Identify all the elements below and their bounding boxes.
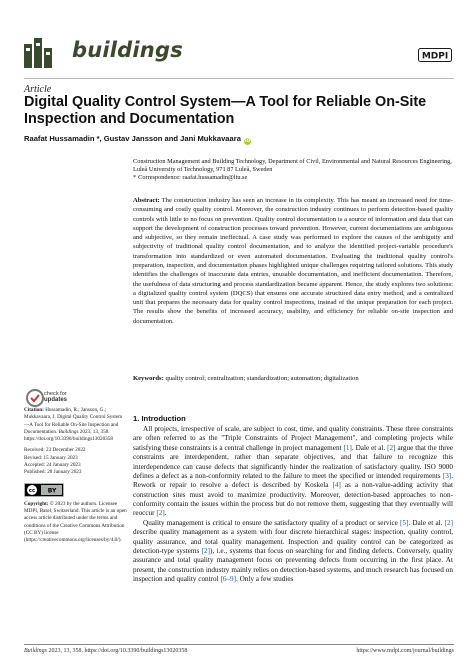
correspondence: * Correspondence: raafat.hussamadin@ltu.se: [133, 174, 248, 182]
footer-citation[interactable]: 2023, 13, 358. https://doi.org/10.3390/buildings13020358: [48, 648, 188, 654]
svg-text:BY: BY: [47, 487, 57, 495]
reference-link[interactable]: [1]: [343, 443, 352, 452]
body-text-run: argue that the three constraints are interdependent, rather than separate objectives, and that failure to recognize this interdependence can cause defects that significantly hinder the realization of satisfactory quality. ISO 9000 defines a defect as a non-conformity related to the failure to meet the specified or intended requirements: [133, 443, 453, 480]
section-heading-introduction: 1. Introduction: [133, 414, 186, 423]
introduction-body: [133, 425, 453, 584]
reference-link[interactable]: [2]: [444, 518, 453, 527]
header-divider: [24, 78, 454, 79]
footer-journal: Buildings: [24, 648, 48, 654]
author-names: Raafat Hussamadin *, Gustav Jansson and Jani Mukkavaara: [24, 134, 241, 143]
citation-block: Citation: Hussamadin, R.; Jansson, G.; Mukkavaara, J. Digital Quality Control System—A Tool for Reliable On-Site Inspection and Documentation. Buildings 2023, 13, 358. https://doi.org/10.3390/buildings13020358: [24, 407, 123, 443]
reference-link[interactable]: [6–9]: [220, 575, 237, 583]
orcid-icon[interactable]: iD: [244, 139, 251, 144]
dates-block: [24, 447, 127, 476]
journal-header: [24, 30, 452, 70]
keywords-label: Keywords:: [133, 375, 164, 382]
abstract-text: The construction industry has seen an increase in its complexity. This has meant an increased need for time-consuming and costly quality control. Moreover, the construction industry continues to perform detection-based quality controls with little to no focus on prevention. Quality control documentation is a source of information and data that can support the development of construction processes toward prevention. However, current documentations are ambiguous and subjective, so they remain ineffectual. A case study was performed to explore the causes of the ambiguity and subjectivity of traditional quality control documentation, and to analyze the identified project-variable procedure's transformation into standardized or even automated documentation. Evaluating the traditional quality control's preparation, inspection, and documentation phases highlighted unique challenges requiring tailored solutions. This study identifies the challenges of inaccurate data entries, unusable documentation, and inefficient documentation. Therefore, the usefulness of data structuring and process standardization became apparent. Hence, the study explores two solutions: a digitalized quality control system (DQCS) that ensures one accurate structured data entry method, and a centralized unit that prepares the necessary data for quality control inspections, instead of the unique preparation for each project. The results show the benefits of increased accuracy, usability, and efficiency for reliable on-site inspection and documentation.: [133, 197, 453, 325]
revised-date: Revised: 15 January 2023: [24, 454, 78, 461]
body-text-run: . Rework or repair to resolve a defect is described by Koskela: [133, 471, 453, 490]
body-text-run: . Dale et al.: [351, 443, 388, 452]
body-text-run: .: [164, 509, 167, 518]
reference-link[interactable]: [2]: [156, 509, 165, 518]
paragraph: [133, 425, 453, 519]
body-text-run: . Only a few studies: [236, 575, 294, 583]
reference-link[interactable]: [5]: [400, 518, 409, 527]
article-title: Digital Quality Control System—A Tool for Reliable On-Site Inspection and Documentation: [24, 94, 427, 127]
reference-link[interactable]: [3]: [442, 471, 452, 480]
check-for-updates[interactable]: check for updates: [44, 391, 68, 404]
cc-by-license-icon[interactable]: [24, 483, 64, 497]
published-date: Published: 28 January 2023: [24, 469, 82, 476]
accepted-date: Accepted: 24 January 2023: [24, 462, 81, 469]
footer-divider: [24, 644, 454, 645]
article-sidebar: [24, 407, 127, 548]
body-text-run: . Dale et al.: [408, 518, 445, 527]
affiliation-text: Construction Management and Building Technology, Department of Civil, Environmental and Natural Resources Engineering, Luleå University of Technology, 971 87 Luleå, Sweden: [133, 158, 452, 174]
received-date: Received: 23 December 2022: [24, 447, 86, 454]
svg-text:cc: cc: [28, 487, 36, 494]
body-text-run: as a non-value-adding activity that construction sites must avoid to maximize productivity. Moreover, detection-based approaches to non-conformity contain the issues within the process but do not remove them, suggesting that they eventually will reoccur: [133, 481, 453, 518]
svg-text:MDPI: MDPI: [421, 51, 449, 62]
author-list: [24, 134, 251, 145]
reference-link[interactable]: [2]: [201, 546, 211, 555]
abstract-label: Abstract:: [133, 197, 160, 204]
keywords: [133, 374, 453, 383]
footer-website[interactable]: https://www.mdpi.com/journal/buildings: [356, 648, 454, 654]
paragraph: [133, 519, 453, 585]
copyright-block: Copyright: © 2023 by the authors. Licensee MDPI, Basel, Switzerland. This article is an open access article distributed under the terms and conditions of the Creative Commons Attribution (CC BY) license (https://creativecommons.org/licenses/by/4.0/).: [24, 500, 127, 544]
body-text-run: ), i.e., systems that focus on searching for and finding defects. Conversely, quality assurance and total quality management focus on preventing defects from occurring in the first place. At present, the construction industry mainly relies on detection-based systems, and much research has focused on inspection and quality control: [133, 546, 453, 583]
journal-name: buildings: [72, 38, 183, 62]
reference-link[interactable]: [4]: [332, 481, 341, 490]
body-text-run: All projects, irrespective of scale, are subject to cost, time, and quality constraints. These three constraints are often referred to as the "Triple Constraints of Project Management", and completing projects while satisfying these constraints is a central challenge in project management: [133, 425, 453, 452]
buildings-logo-icon: [24, 38, 54, 68]
body-text-run: Quality management is critical to ensure the satisfactory quality of a product or service: [143, 518, 401, 527]
keywords-text: quality control; centralization; standardization; automation; digitalization: [165, 375, 359, 382]
mdpi-logo-icon: [418, 48, 452, 62]
body-text-run: describe quality management as a system with four discrete hierarchical stages: inspection, quality control, quality assurance, and total quality management. Inspection and quality control can be categorized as detection-type systems: [133, 528, 453, 555]
page-footer: [24, 648, 454, 654]
abstract: [133, 196, 453, 326]
reference-link[interactable]: [2]: [387, 443, 396, 452]
article-type: Article: [24, 84, 52, 95]
affiliation-block: [133, 158, 453, 183]
